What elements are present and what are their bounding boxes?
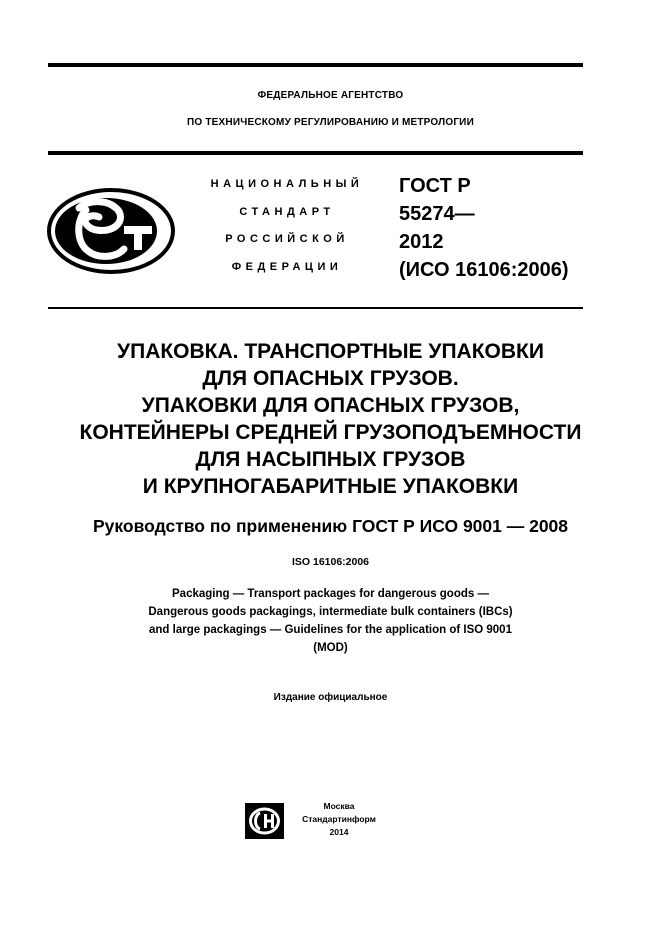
english-title-line: Packaging — Transport packages for dangerous goods — bbox=[172, 588, 489, 600]
national-line: РОССИЙСКОЙ bbox=[225, 233, 349, 245]
document-title bbox=[0, 338, 661, 500]
title-line: И КРУПНОГАБАРИТНЫЕ УПАКОВКИ bbox=[142, 475, 519, 498]
designation-line: 2012 bbox=[399, 231, 444, 253]
agency-line-1: ФЕДЕРАЛЬНОЕ АГЕНТСТВО bbox=[257, 90, 404, 101]
english-title-line: Dangerous goods packagings, intermediate bulk containers (IBCs) bbox=[148, 606, 513, 618]
designation-line: 55274— bbox=[399, 203, 475, 225]
iso-reference: ISO 16106:2006 bbox=[291, 556, 370, 568]
top-rule bbox=[48, 63, 583, 67]
english-title-line: and large packagings — Guidelines for the application of ISO 9001 bbox=[149, 624, 512, 636]
publisher-city: Москва bbox=[323, 801, 355, 811]
header-rule bbox=[48, 151, 583, 155]
standard-designation bbox=[399, 172, 569, 284]
document-subtitle: Руководство по применению ГОСТ Р ИСО 9001 — 2008 bbox=[92, 516, 569, 536]
publisher-name: Стандартинформ bbox=[302, 814, 376, 824]
publication-year: 2014 bbox=[329, 827, 349, 837]
title-line: УПАКОВКИ ДЛЯ ОПАСНЫХ ГРУЗОВ, bbox=[141, 394, 520, 417]
publisher-info bbox=[294, 800, 384, 839]
national-standard-label bbox=[192, 176, 382, 286]
english-title-line: (MOD) bbox=[313, 642, 348, 654]
edition-label: Издание официальное bbox=[273, 692, 388, 703]
title-rule bbox=[48, 307, 583, 309]
title-line: ДЛЯ НАСЫПНЫХ ГРУЗОВ bbox=[195, 448, 466, 471]
title-line: УПАКОВКА. ТРАНСПОРТНЫЕ УПАКОВКИ bbox=[117, 340, 544, 363]
designation-line: (ИСО 16106:2006) bbox=[399, 259, 569, 281]
english-title bbox=[0, 585, 661, 657]
title-line: ДЛЯ ОПАСНЫХ ГРУЗОВ. bbox=[202, 367, 459, 390]
title-line: КОНТЕЙНЕРЫ СРЕДНЕЙ ГРУЗОПОДЪЕМНОСТИ bbox=[79, 421, 582, 444]
agency-line-2: ПО ТЕХНИЧЕСКОМУ РЕГУЛИРОВАНИЮ И МЕТРОЛОГИИ bbox=[187, 117, 474, 128]
standartinform-logo-icon bbox=[245, 803, 284, 839]
rst-logo-icon bbox=[46, 188, 176, 274]
national-line: СТАНДАРТ bbox=[239, 205, 335, 218]
national-line: НАЦИОНАЛЬНЫЙ bbox=[210, 178, 364, 190]
national-line: ФЕДЕРАЦИИ bbox=[231, 260, 343, 273]
designation-line: ГОСТ Р bbox=[399, 175, 471, 197]
